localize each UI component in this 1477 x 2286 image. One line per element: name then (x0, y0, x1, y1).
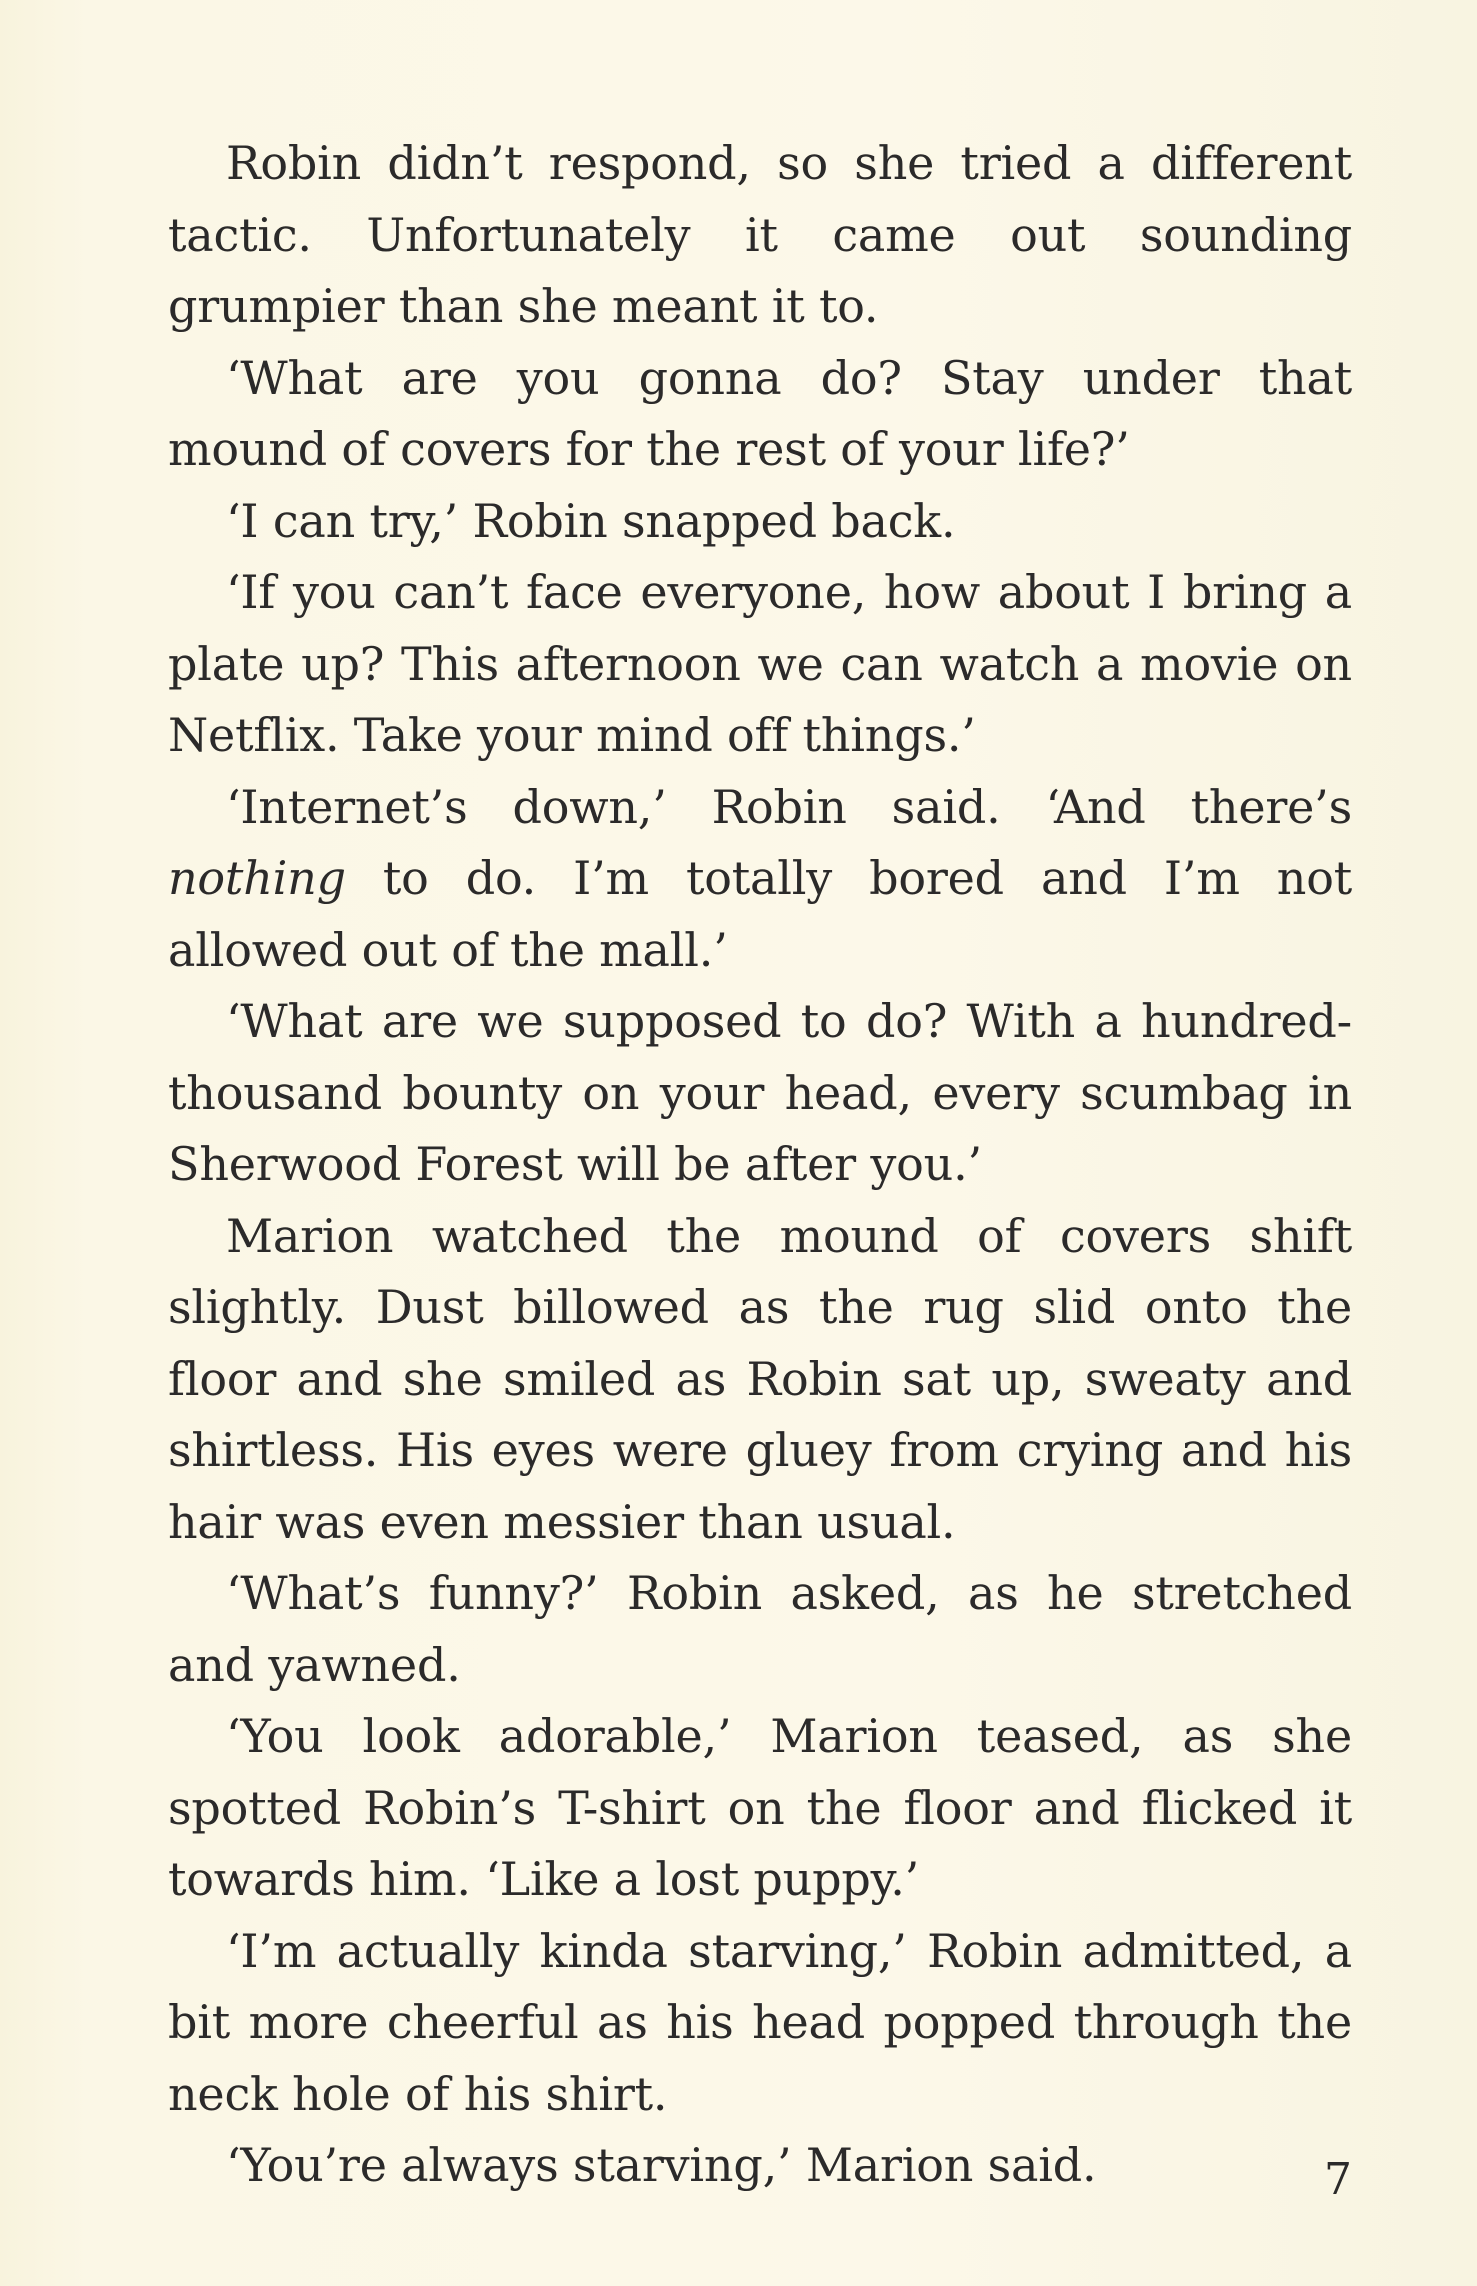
paragraph-6: ‘What are we supposed to do? With a hundred-thousand bounty on your head, every scumbag in Sherwood Forest will be after you.’ (168, 994, 1352, 1191)
body-text (168, 128, 1352, 2202)
paragraph-5-end: to do. I’m totally bored and I’m not allowed out of the mall.’ (168, 851, 1352, 977)
paragraph-5 (168, 772, 1352, 987)
paragraph-8: ‘What’s funny?’ Robin asked, as he stretched and yawned. (168, 1566, 1352, 1692)
paragraph-11: ‘You’re always starving,’ Marion said. (226, 2138, 1097, 2192)
paragraph-4: ‘If you can’t face everyone, how about I bring a plate up? This afternoon we can watch a movie on Netflix. Take your mind off things.’ (168, 565, 1352, 762)
paragraph-3: ‘I can try,’ Robin snapped back. (226, 493, 956, 548)
paragraph-5-start: ‘Internet’s down,’ Robin said. ‘And there’s (226, 779, 1352, 834)
paragraph-1: Robin didn’t respond, so she tried a different tactic. Unfortunately it came out sounding grumpier than she meant it to. (168, 136, 1352, 333)
paragraph-9: ‘You look adorable,’ Marion teased, as she spotted Robin’s T-shirt on the floor and flicked it towards him. ‘Like a lost puppy.’ (168, 1709, 1352, 1906)
page-number: 7 (1324, 2154, 1352, 2205)
paragraph-10: ‘I’m actually kinda starving,’ Robin admitted, a bit more cheerful as his head popped through the neck hole of his shirt. (168, 1923, 1352, 2121)
paragraph-7: Marion watched the mound of covers shift slightly. Dust billowed as the rug slid onto the floor and she smiled as Robin sat up, sweaty and shirtless. His eyes were gluey from crying and his hair was even messier than usual. (168, 1208, 1352, 1549)
emphasized-word: nothing (168, 851, 346, 905)
paragraph-2: ‘What are you gonna do? Stay under that mound of covers for the rest of your life?’ (168, 350, 1352, 476)
